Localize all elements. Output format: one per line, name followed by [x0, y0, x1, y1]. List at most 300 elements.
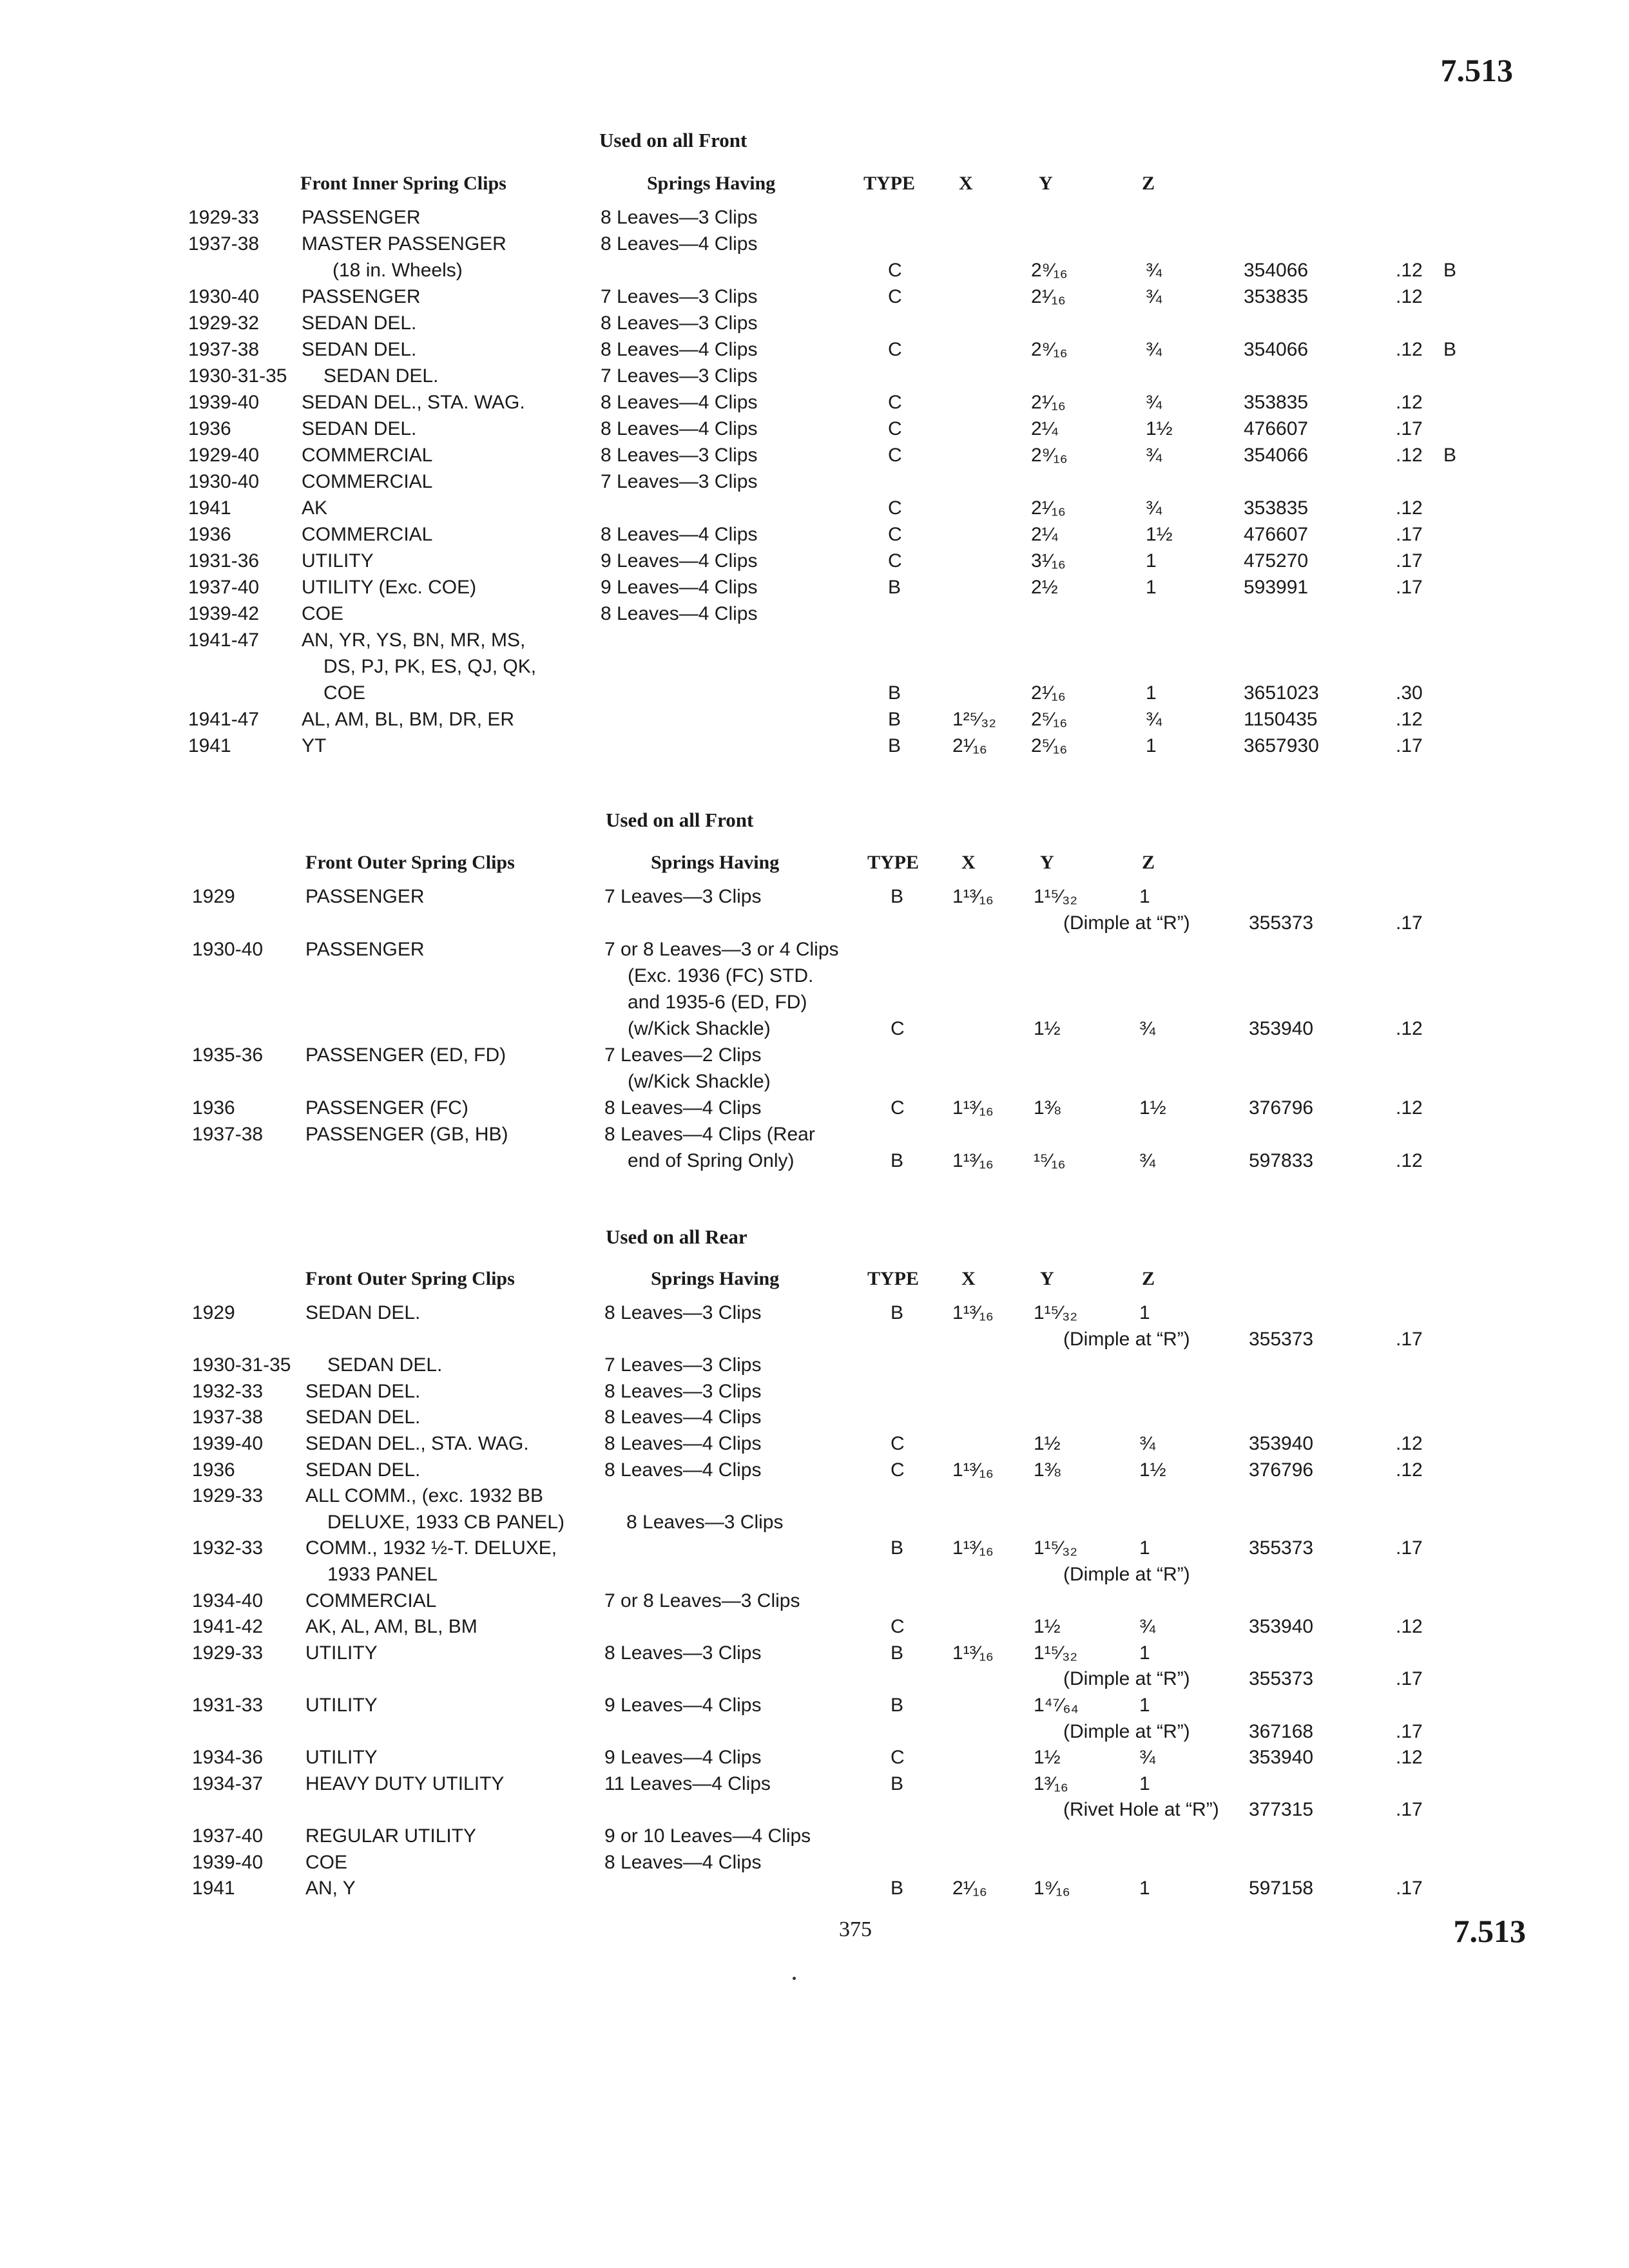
- cell-z: ¾: [1139, 1616, 1156, 1637]
- cell-dimple: (Dimple at “R”): [1063, 1668, 1190, 1689]
- cell-model: UTILITY: [305, 1747, 378, 1768]
- column-header-springs: Springs Having: [651, 1268, 780, 1289]
- cell-year: 1929-33: [192, 1642, 264, 1664]
- cell-type: B: [888, 709, 901, 730]
- cell-part: 354066: [1244, 339, 1309, 360]
- cell-springs: 7 Leaves—3 Clips: [601, 365, 758, 387]
- column-header-group: Front Outer Spring Clips: [305, 852, 515, 873]
- cell-y: 1¹⁵⁄₃₂: [1034, 1537, 1077, 1559]
- cell-x: 1¹³⁄₁₆: [952, 1459, 994, 1481]
- cell-type: B: [891, 1537, 904, 1559]
- cell-y: 1¹⁵⁄₃₂: [1034, 1302, 1077, 1323]
- cell-springs: 8 Leaves—4 Clips: [601, 603, 758, 624]
- cell-model: PASSENGER: [305, 886, 425, 907]
- cell-y: 2¼: [1031, 524, 1058, 545]
- cell-z: ¾: [1139, 1018, 1156, 1039]
- cell-model: ALL COMM., (exc. 1932 BB: [305, 1485, 544, 1506]
- cell-part: 376796: [1249, 1459, 1314, 1481]
- cell-year: 1934-40: [192, 1590, 264, 1611]
- cell-springs: (Exc. 1936 (FC) STD.: [628, 965, 814, 986]
- cell-model: COMMERCIAL: [302, 524, 433, 545]
- cell-springs: 9 Leaves—4 Clips: [604, 1695, 762, 1716]
- cell-year: 1931-36: [188, 550, 260, 572]
- cell-type: C: [888, 260, 902, 281]
- cell-model: UTILITY: [305, 1695, 378, 1716]
- column-header-springs: Springs Having: [651, 852, 780, 873]
- cell-y: 3¹⁄₁₆: [1031, 550, 1066, 572]
- cell-model: SEDAN DEL.: [305, 1381, 421, 1402]
- section-number-bottom: 7.513: [1453, 1913, 1526, 1949]
- cell-model: HEAVY DUTY UTILITY: [305, 1773, 505, 1794]
- cell-year: 1941: [188, 735, 231, 756]
- cell-part: 377315: [1249, 1799, 1314, 1820]
- cell-year: 1937-38: [188, 339, 260, 360]
- column-header-z: Z: [1142, 852, 1155, 873]
- cell-z: 1½: [1146, 524, 1173, 545]
- cell-type: C: [888, 497, 902, 519]
- cell-price: .12: [1396, 1747, 1423, 1768]
- cell-year: 1939-42: [188, 603, 260, 624]
- cell-springs: 8 Leaves—4 Clips: [601, 233, 758, 255]
- cell-model: SEDAN DEL.: [305, 1407, 421, 1428]
- cell-z: ¾: [1139, 1747, 1156, 1768]
- cell-springs: (w/Kick Shackle): [628, 1071, 771, 1092]
- cell-springs: 8 Leaves—4 Clips: [604, 1407, 762, 1428]
- column-header-group: Front Inner Spring Clips: [300, 173, 506, 194]
- cell-springs: 8 Leaves—3 Clips: [601, 312, 758, 334]
- column-header-x: X: [959, 173, 973, 194]
- cell-type: C: [888, 392, 902, 413]
- cell-part: 354066: [1244, 445, 1309, 466]
- cell-type: C: [891, 1459, 905, 1481]
- cell-price: .17: [1396, 1537, 1423, 1559]
- cell-springs: 8 Leaves—4 Clips: [604, 1852, 762, 1873]
- cell-type: B: [888, 735, 901, 756]
- cell-year: 1930-40: [188, 286, 260, 307]
- cell-model: SEDAN DEL.: [302, 418, 417, 439]
- column-header-type: TYPE: [867, 852, 920, 873]
- cell-model: AK, AL, AM, BL, BM: [305, 1616, 477, 1637]
- cell-year: 1936: [188, 524, 231, 545]
- cell-model: COMMERCIAL: [302, 445, 433, 466]
- cell-part: 476607: [1244, 418, 1309, 439]
- cell-year: 1937-38: [188, 233, 260, 255]
- cell-model: COMMERCIAL: [305, 1590, 437, 1611]
- cell-model: DS, PJ, PK, ES, QJ, QK,: [323, 656, 537, 677]
- column-header-z: Z: [1142, 173, 1155, 194]
- cell-price: .17: [1396, 1668, 1423, 1689]
- cell-dimple: (Dimple at “R”): [1063, 1721, 1190, 1742]
- cell-model: SEDAN DEL.: [302, 339, 417, 360]
- cell-model: (18 in. Wheels): [333, 260, 463, 281]
- cell-y: 2¼: [1031, 418, 1058, 439]
- cell-springs: 8 Leaves—4 Clips: [601, 418, 758, 439]
- cell-model: UTILITY: [305, 1642, 378, 1664]
- cell-z: 1: [1146, 682, 1157, 704]
- cell-z: ¾: [1146, 445, 1162, 466]
- cell-model: COE: [302, 603, 344, 624]
- cell-dimple: (Dimple at “R”): [1063, 912, 1190, 934]
- cell-springs: 9 or 10 Leaves—4 Clips: [604, 1825, 811, 1847]
- cell-year: 1941-42: [192, 1616, 264, 1637]
- cell-model: SEDAN DEL., STA. WAG.: [302, 392, 525, 413]
- cell-z: 1: [1139, 1773, 1150, 1794]
- cell-price: .12: [1396, 392, 1423, 413]
- cell-springs: 8 Leaves—4 Clips: [604, 1097, 762, 1119]
- cell-z: 1½: [1146, 418, 1173, 439]
- cell-year: 1941: [188, 497, 231, 519]
- cell-part: 353835: [1244, 497, 1309, 519]
- cell-y: 1½: [1034, 1747, 1061, 1768]
- column-header-type: TYPE: [863, 173, 916, 194]
- cell-model: SEDAN DEL.: [305, 1459, 421, 1481]
- cell-price: .17: [1396, 524, 1423, 545]
- cell-x: 2¹⁄₁₆: [952, 1878, 987, 1899]
- cell-type: C: [888, 339, 902, 360]
- cell-x: 2¹⁄₁₆: [952, 735, 987, 756]
- cell-y: 2⁹⁄₁₆: [1031, 445, 1068, 466]
- cell-price: .17: [1396, 1878, 1423, 1899]
- print-speck: [793, 1977, 796, 1980]
- cell-springs: 7 or 8 Leaves—3 Clips: [604, 1590, 800, 1611]
- cell-part: 355373: [1249, 1537, 1314, 1559]
- cell-type: C: [891, 1097, 905, 1119]
- cell-model: AL, AM, BL, BM, DR, ER: [302, 709, 515, 730]
- cell-dimple: (Dimple at “R”): [1063, 1329, 1190, 1350]
- cell-note: B: [1443, 339, 1457, 360]
- cell-springs: 8 Leaves—3 Clips: [601, 445, 758, 466]
- cell-year: 1930-31-35: [188, 365, 287, 387]
- cell-price: .12: [1396, 339, 1423, 360]
- cell-price: .12: [1396, 1433, 1423, 1454]
- cell-part: 475270: [1244, 550, 1309, 572]
- cell-type: B: [891, 1150, 904, 1171]
- cell-y: 1¹⁵⁄₃₂: [1034, 886, 1077, 907]
- cell-year: 1934-36: [192, 1747, 264, 1768]
- cell-z: ¾: [1146, 286, 1162, 307]
- cell-part: 353940: [1249, 1747, 1314, 1768]
- cell-model: SEDAN DEL.: [327, 1354, 443, 1376]
- cell-y: 1¹⁵⁄₃₂: [1034, 1642, 1077, 1664]
- cell-y: 2¹⁄₁₆: [1031, 497, 1066, 519]
- cell-z: 1: [1139, 1302, 1150, 1323]
- cell-model: SEDAN DEL.: [302, 312, 417, 334]
- cell-price: .12: [1396, 1459, 1423, 1481]
- cell-x: 1²⁵⁄₃₂: [952, 709, 996, 730]
- cell-y: 2¹⁄₁₆: [1031, 286, 1066, 307]
- cell-y: 2⁵⁄₁₆: [1031, 709, 1068, 730]
- cell-part: 376796: [1249, 1097, 1314, 1119]
- cell-part: 353940: [1249, 1433, 1314, 1454]
- cell-model: 1933 PANEL: [327, 1564, 438, 1585]
- cell-part: 353835: [1244, 392, 1309, 413]
- cell-springs: 8 Leaves—3 Clips: [601, 207, 758, 228]
- cell-part: 367168: [1249, 1721, 1314, 1742]
- cell-part: 355373: [1249, 1329, 1314, 1350]
- cell-year: 1936: [188, 418, 231, 439]
- cell-type: C: [891, 1433, 905, 1454]
- cell-springs: 8 Leaves—3 Clips: [626, 1512, 784, 1533]
- cell-year: 1930-40: [188, 471, 260, 492]
- cell-springs: (w/Kick Shackle): [628, 1018, 771, 1039]
- cell-model: UTILITY: [302, 550, 374, 572]
- cell-year: 1937-38: [192, 1124, 264, 1145]
- cell-type: C: [891, 1747, 905, 1768]
- cell-springs: 8 Leaves—4 Clips: [601, 524, 758, 545]
- cell-model: SEDAN DEL.: [323, 365, 439, 387]
- column-header-y: Y: [1039, 173, 1053, 194]
- column-header-springs: Springs Having: [647, 173, 776, 194]
- cell-part: 476607: [1244, 524, 1309, 545]
- cell-year: 1929-40: [188, 445, 260, 466]
- cell-type: C: [888, 286, 902, 307]
- cell-part: 1150435: [1244, 709, 1318, 730]
- cell-y: 1⅜: [1034, 1459, 1061, 1481]
- cell-model: PASSENGER (FC): [305, 1097, 468, 1119]
- cell-springs: 9 Leaves—4 Clips: [601, 577, 758, 598]
- cell-year: 1929: [192, 1302, 235, 1323]
- cell-y: 1½: [1034, 1018, 1061, 1039]
- cell-note: B: [1443, 260, 1457, 281]
- cell-springs: 7 Leaves—3 Clips: [601, 286, 758, 307]
- cell-price: .17: [1396, 1721, 1423, 1742]
- cell-type: B: [891, 886, 904, 907]
- cell-x: 1¹³⁄₁₆: [952, 1537, 994, 1559]
- cell-part: 3651023: [1244, 682, 1319, 704]
- section-title: Used on all Front: [599, 129, 747, 151]
- cell-y: 1³⁄₁₆: [1034, 1773, 1068, 1794]
- cell-x: 1¹³⁄₁₆: [952, 1642, 994, 1664]
- cell-springs: 7 Leaves—2 Clips: [604, 1044, 762, 1066]
- cell-type: B: [891, 1878, 904, 1899]
- cell-model: AN, YR, YS, BN, MR, MS,: [302, 629, 526, 651]
- cell-model: MASTER PASSENGER: [302, 233, 506, 255]
- cell-year: 1936: [192, 1097, 235, 1119]
- cell-price: .17: [1396, 1799, 1423, 1820]
- cell-x: 1¹³⁄₁₆: [952, 1302, 994, 1323]
- cell-z: 1: [1139, 1642, 1150, 1664]
- cell-price: .17: [1396, 912, 1423, 934]
- cell-price: .12: [1396, 497, 1423, 519]
- cell-part: 355373: [1249, 912, 1314, 934]
- cell-model: SEDAN DEL., STA. WAG.: [305, 1433, 529, 1454]
- cell-z: ¾: [1146, 392, 1162, 413]
- cell-model: COMM., 1932 ½-T. DELUXE,: [305, 1537, 557, 1559]
- cell-part: 353940: [1249, 1616, 1314, 1637]
- cell-x: 1¹³⁄₁₆: [952, 1097, 994, 1119]
- cell-springs: 9 Leaves—4 Clips: [604, 1747, 762, 1768]
- cell-model: AN, Y: [305, 1878, 356, 1899]
- cell-springs: end of Spring Only): [628, 1150, 795, 1171]
- cell-year: 1934-37: [192, 1773, 264, 1794]
- cell-x: 1¹³⁄₁₆: [952, 886, 994, 907]
- cell-type: B: [891, 1302, 904, 1323]
- cell-springs: 8 Leaves—3 Clips: [604, 1642, 762, 1664]
- cell-model: AK: [302, 497, 328, 519]
- cell-model: UTILITY (Exc. COE): [302, 577, 477, 598]
- cell-springs: 8 Leaves—4 Clips (Rear: [604, 1124, 815, 1145]
- cell-model: REGULAR UTILITY: [305, 1825, 477, 1847]
- cell-x: 1¹³⁄₁₆: [952, 1150, 994, 1171]
- cell-type: C: [888, 418, 902, 439]
- cell-model: PASSENGER: [302, 207, 421, 228]
- cell-y: 1⁹⁄₁₆: [1034, 1878, 1070, 1899]
- cell-y: 1½: [1034, 1616, 1061, 1637]
- cell-year: 1935-36: [192, 1044, 264, 1066]
- cell-price: .12: [1396, 260, 1423, 281]
- cell-z: 1: [1139, 1878, 1150, 1899]
- section-title: Used on all Front: [606, 809, 754, 831]
- cell-z: 1: [1146, 735, 1157, 756]
- cell-price: .12: [1396, 286, 1423, 307]
- cell-springs: and 1935-6 (ED, FD): [628, 992, 807, 1013]
- cell-z: 1½: [1139, 1459, 1166, 1481]
- cell-model: SEDAN DEL.: [305, 1302, 421, 1323]
- cell-year: 1939-40: [188, 392, 260, 413]
- cell-price: .30: [1396, 682, 1423, 704]
- cell-type: B: [891, 1773, 904, 1794]
- cell-z: ¾: [1139, 1150, 1156, 1171]
- cell-type: B: [888, 577, 901, 598]
- cell-year: 1931-33: [192, 1695, 264, 1716]
- cell-type: C: [891, 1616, 905, 1637]
- cell-type: B: [888, 682, 901, 704]
- cell-part: 354066: [1244, 260, 1309, 281]
- section-title: Used on all Rear: [606, 1225, 747, 1248]
- cell-type: B: [891, 1695, 904, 1716]
- cell-part: 593991: [1244, 577, 1309, 598]
- cell-price: .12: [1396, 1150, 1423, 1171]
- cell-z: 1: [1146, 550, 1157, 572]
- cell-model: YT: [302, 735, 327, 756]
- cell-model: PASSENGER: [302, 286, 421, 307]
- cell-model: PASSENGER: [305, 939, 425, 960]
- cell-price: .12: [1396, 1616, 1423, 1637]
- cell-z: ¾: [1146, 709, 1162, 730]
- cell-type: C: [888, 550, 902, 572]
- cell-springs: 7 Leaves—3 Clips: [604, 886, 762, 907]
- cell-springs: 8 Leaves—4 Clips: [601, 392, 758, 413]
- cell-year: 1932-33: [192, 1381, 264, 1402]
- cell-type: C: [891, 1018, 905, 1039]
- cell-part: 597158: [1249, 1878, 1314, 1899]
- cell-springs: 7 Leaves—3 Clips: [604, 1354, 762, 1376]
- cell-z: 1½: [1139, 1097, 1166, 1119]
- cell-price: .17: [1396, 1329, 1423, 1350]
- cell-part: 353940: [1249, 1018, 1314, 1039]
- cell-note: B: [1443, 445, 1457, 466]
- cell-price: .17: [1396, 418, 1423, 439]
- cell-part: 597833: [1249, 1150, 1314, 1171]
- cell-model: PASSENGER (ED, FD): [305, 1044, 506, 1066]
- column-header-y: Y: [1040, 1268, 1054, 1289]
- cell-y: ¹⁵⁄₁₆: [1034, 1150, 1066, 1171]
- column-header-x: X: [961, 852, 976, 873]
- cell-year: 1941-47: [188, 709, 260, 730]
- cell-price: .17: [1396, 550, 1423, 572]
- cell-part: 353835: [1244, 286, 1309, 307]
- cell-year: 1939-40: [192, 1852, 264, 1873]
- cell-price: .12: [1396, 1018, 1423, 1039]
- cell-price: .12: [1396, 445, 1423, 466]
- column-header-z: Z: [1142, 1268, 1155, 1289]
- cell-year: 1936: [192, 1459, 235, 1481]
- cell-year: 1937-38: [192, 1407, 264, 1428]
- section-number-top: 7.513: [1440, 52, 1513, 88]
- cell-y: 2⁵⁄₁₆: [1031, 735, 1068, 756]
- cell-year: 1937-40: [188, 577, 260, 598]
- cell-z: 1: [1139, 1695, 1150, 1716]
- column-header-y: Y: [1040, 852, 1054, 873]
- cell-y: 2¹⁄₁₆: [1031, 682, 1066, 704]
- cell-year: 1941: [192, 1878, 235, 1899]
- cell-springs: 11 Leaves—4 Clips: [604, 1773, 771, 1794]
- cell-y: 2¹⁄₁₆: [1031, 392, 1066, 413]
- cell-z: 1: [1139, 886, 1150, 907]
- cell-price: .12: [1396, 1097, 1423, 1119]
- cell-springs: 7 or 8 Leaves—3 or 4 Clips: [604, 939, 839, 960]
- cell-dimple: (Dimple at “R”): [1063, 1564, 1190, 1585]
- cell-model: COE: [323, 682, 366, 704]
- column-header-type: TYPE: [867, 1268, 920, 1289]
- column-header-group: Front Outer Spring Clips: [305, 1268, 515, 1289]
- cell-y: 2½: [1031, 577, 1058, 598]
- cell-part: 355373: [1249, 1668, 1314, 1689]
- cell-price: .17: [1396, 577, 1423, 598]
- cell-springs: 9 Leaves—4 Clips: [601, 550, 758, 572]
- cell-z: ¾: [1139, 1433, 1156, 1454]
- cell-type: C: [888, 445, 902, 466]
- cell-model: DELUXE, 1933 CB PANEL): [327, 1512, 564, 1533]
- cell-z: 1: [1139, 1537, 1150, 1559]
- cell-year: 1939-40: [192, 1433, 264, 1454]
- cell-year: 1929-33: [192, 1485, 264, 1506]
- cell-type: C: [888, 524, 902, 545]
- cell-model: COMMERCIAL: [302, 471, 433, 492]
- cell-springs: 8 Leaves—3 Clips: [604, 1381, 762, 1402]
- cell-springs: 8 Leaves—3 Clips: [604, 1302, 762, 1323]
- cell-year: 1929-32: [188, 312, 260, 334]
- cell-model: PASSENGER (GB, HB): [305, 1124, 508, 1145]
- cell-y: 1⁴⁷⁄₆₄: [1034, 1695, 1079, 1716]
- cell-part: 3657930: [1244, 735, 1319, 756]
- cell-year: 1929: [192, 886, 235, 907]
- cell-year: 1937-40: [192, 1825, 264, 1847]
- cell-springs: 8 Leaves—4 Clips: [601, 339, 758, 360]
- cell-z: ¾: [1146, 339, 1162, 360]
- cell-price: .17: [1396, 735, 1423, 756]
- cell-year: 1929-33: [188, 207, 260, 228]
- cell-z: 1: [1146, 577, 1157, 598]
- cell-year: 1930-40: [192, 939, 264, 960]
- cell-year: 1941-47: [188, 629, 260, 651]
- cell-y: 1⅜: [1034, 1097, 1061, 1119]
- cell-y: 2⁹⁄₁₆: [1031, 260, 1068, 281]
- cell-type: B: [891, 1642, 904, 1664]
- cell-springs: 7 Leaves—3 Clips: [601, 471, 758, 492]
- cell-z: ¾: [1146, 497, 1162, 519]
- cell-dimple: (Rivet Hole at “R”): [1063, 1799, 1219, 1820]
- cell-springs: 8 Leaves—4 Clips: [604, 1433, 762, 1454]
- cell-price: .12: [1396, 709, 1423, 730]
- cell-year: 1932-33: [192, 1537, 264, 1559]
- cell-model: COE: [305, 1852, 348, 1873]
- cell-springs: 8 Leaves—4 Clips: [604, 1459, 762, 1481]
- cell-z: ¾: [1146, 260, 1162, 281]
- cell-y: 1½: [1034, 1433, 1061, 1454]
- column-header-x: X: [961, 1268, 976, 1289]
- page-folio: 375: [839, 1917, 872, 1941]
